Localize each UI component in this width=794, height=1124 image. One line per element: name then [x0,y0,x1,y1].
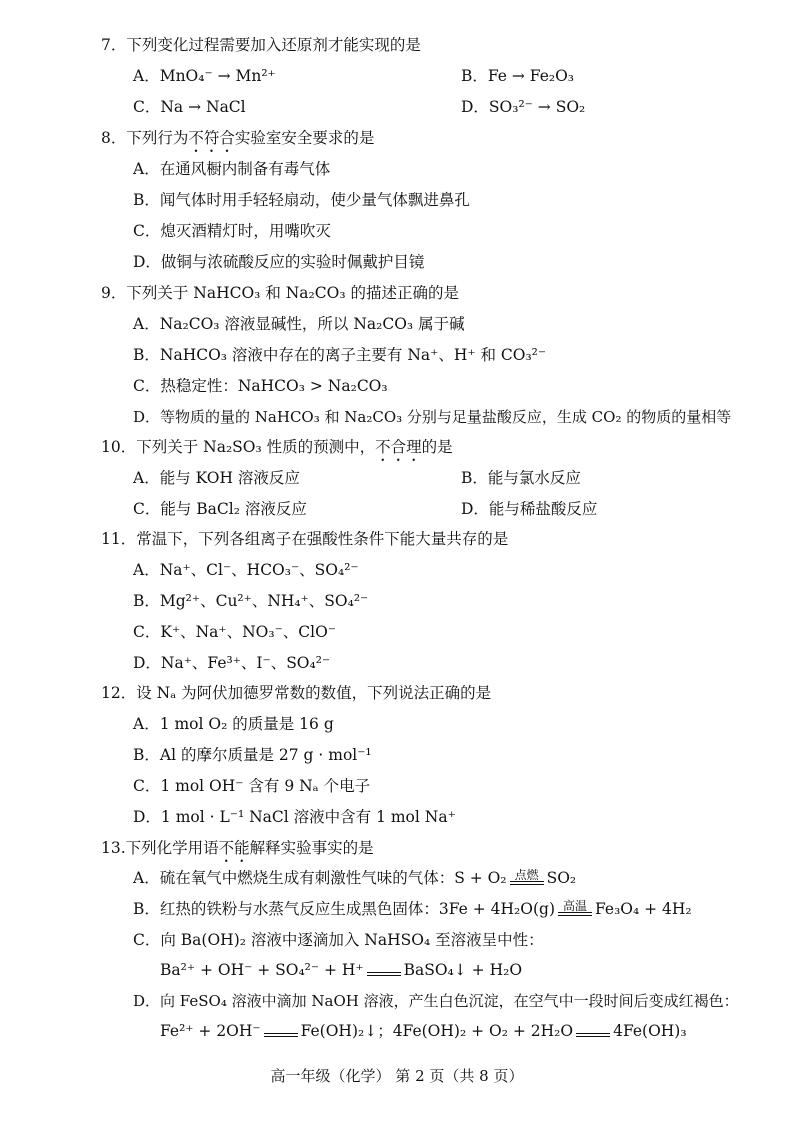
q13-a-condition: 点燃 [514,868,539,882]
q9-option-b: B．NaHCO₃ 溶液中存在的离子主要有 Na⁺、H⁺ 和 CO₃²⁻ [133,346,547,364]
q8-stem-part2: 实验室安全要求的是 [234,129,375,147]
q13-option-c: C．向 Ba(OH)₂ 溶液中逐滴加入 NaHSO₄ 至溶液呈中性： [133,931,544,949]
q8-option-d: D．做铜与浓硫酸反应的实验时佩戴护目镜 [133,253,425,271]
q13-a-arrow [510,869,544,885]
q13-c-equals [367,972,401,976]
q13-stem-part1: 13.下列化学用语 [101,839,219,857]
q10-stem-part2: 的是 [421,438,453,456]
q10-option-b: B．能与氯水反应 [461,469,581,487]
q10-stem [101,437,453,465]
q13-d-equation [160,1021,687,1041]
q9-option-a: A．Na₂CO₃ 溶液显碱性，所以 Na₂CO₃ 属于碱 [133,315,465,333]
q11-option-b: B．Mg²⁺、Cu²⁺、NH₄⁺、SO₄²⁻ [133,592,369,610]
q13-option-b [133,899,692,919]
q13-option-d: D．向 FeSO₄ 溶液中滴加 NaOH 溶液，产生白色沉淀，在空气中一段时间后变成红褐色： [133,992,739,1010]
q8-option-b: B．闻气体时用手轻轻扇动，使少量气体飘进鼻孔 [133,191,470,209]
q10-stem-emphasis: 不合理 [375,438,422,456]
q13-d-eq2-right: 4Fe(OH)₃ [613,1022,687,1040]
q7-option-b: B．Fe → Fe₂O₃ [461,67,575,85]
q12-option-d: D．1 mol · L⁻¹ NaCl 溶液中含有 1 mol Na⁺ [133,808,456,826]
q9-option-c: C．热稳定性：NaHCO₃ > Na₂CO₃ [133,377,388,395]
q7-option-a: A．MnO₄⁻ → Mn²⁺ [133,67,276,85]
q13-c-equation [160,960,522,980]
q13-b-product: Fe₃O₄ + 4H₂ [595,900,692,918]
q13-c-eq-right: BaSO₄↓ + H₂O [403,961,523,979]
q10-option-d: D．能与稀盐酸反应 [461,500,598,518]
q10-option-a: A．能与 KOH 溶液反应 [133,469,300,487]
q13-d-equals-1 [264,1033,298,1037]
q13-b-condition: 高温 [562,899,587,913]
q13-a-product: SO₂ [546,869,577,887]
q8-stem-part1: 8．下列行为 [101,129,189,147]
q12-option-b: B．Al 的摩尔质量是 27 g · mol⁻¹ [133,746,372,764]
q13-c-double-bar [367,972,401,976]
q13-b-arrow [558,900,592,916]
q11-option-c: C．K⁺、Na⁺、NO₃⁻、ClO⁻ [133,623,336,641]
q7-option-d: D．SO₃²⁻ → SO₂ [461,98,586,116]
q9-option-d: D．等物质的量的 NaHCO₃ 和 Na₂CO₃ 分别与足量盐酸反应，生成 CO₂ 的物质的量相等 [133,408,732,426]
q8-option-c: C．熄灭酒精灯时，用嘴吹灭 [133,222,331,240]
q10-option-c: C．能与 BaCl₂ 溶液反应 [133,500,307,518]
q13-d-double-bar-1 [264,1033,298,1037]
q11-option-a: A．Na⁺、Cl⁻、HCO₃⁻、SO₄²⁻ [133,561,359,579]
q13-a-text: A．硫在氧气中燃烧生成有刺激性气味的气体：S + O₂ [133,869,507,887]
q12-option-c: C．1 mol OH⁻ 含有 9 Nₐ 个电子 [133,777,371,795]
q13-stem-emphasis: 不能 [218,839,250,857]
q12-stem: 12．设 Nₐ 为阿伏加德罗常数的数值，下列说法正确的是 [101,684,492,702]
q13-d-double-bar-2 [576,1033,610,1037]
q13-stem [101,838,374,866]
q10-stem-part1: 10．下列关于 Na₂SO₃ 性质的预测中， [101,438,376,456]
q8-stem [101,128,374,156]
q7-option-c: C．Na → NaCl [133,98,246,116]
q8-stem-emphasis: 不符合 [188,129,235,147]
q11-option-d: D．Na⁺、Fe³⁺、I⁻、SO₄²⁻ [133,654,331,672]
page-footer: 高一年级（化学） 第 2 页（共 8 页） [270,1067,524,1085]
q13-d-eq1-left: Fe²⁺ + 2OH⁻ [160,1022,261,1040]
q11-stem: 11．常温下，下列各组离子在强酸性条件下能大量共存的是 [101,530,509,548]
q13-d-eq1-right: Fe(OH)₂↓；4Fe(OH)₂ + O₂ + 2H₂O [300,1022,574,1040]
q12-option-a: A．1 mol O₂ 的质量是 16 g [133,715,334,733]
q13-c-eq-left: Ba²⁺ + OH⁻ + SO₄²⁻ + H⁺ [160,961,364,979]
q7-stem: 7．下列变化过程需要加入还原剂才能实现的是 [101,36,421,54]
q9-stem: 9．下列关于 NaHCO₃ 和 Na₂CO₃ 的描述正确的是 [101,284,459,302]
q8-option-a: A．在通风橱内制备有毒气体 [133,160,331,178]
q13-d-equals-2 [576,1033,610,1037]
q13-stem-part2: 解释实验事实的是 [249,839,374,857]
q13-b-text: B．红热的铁粉与水蒸气反应生成黑色固体：3Fe + 4H₂O(g) [133,900,555,918]
q13-option-a [133,868,576,888]
